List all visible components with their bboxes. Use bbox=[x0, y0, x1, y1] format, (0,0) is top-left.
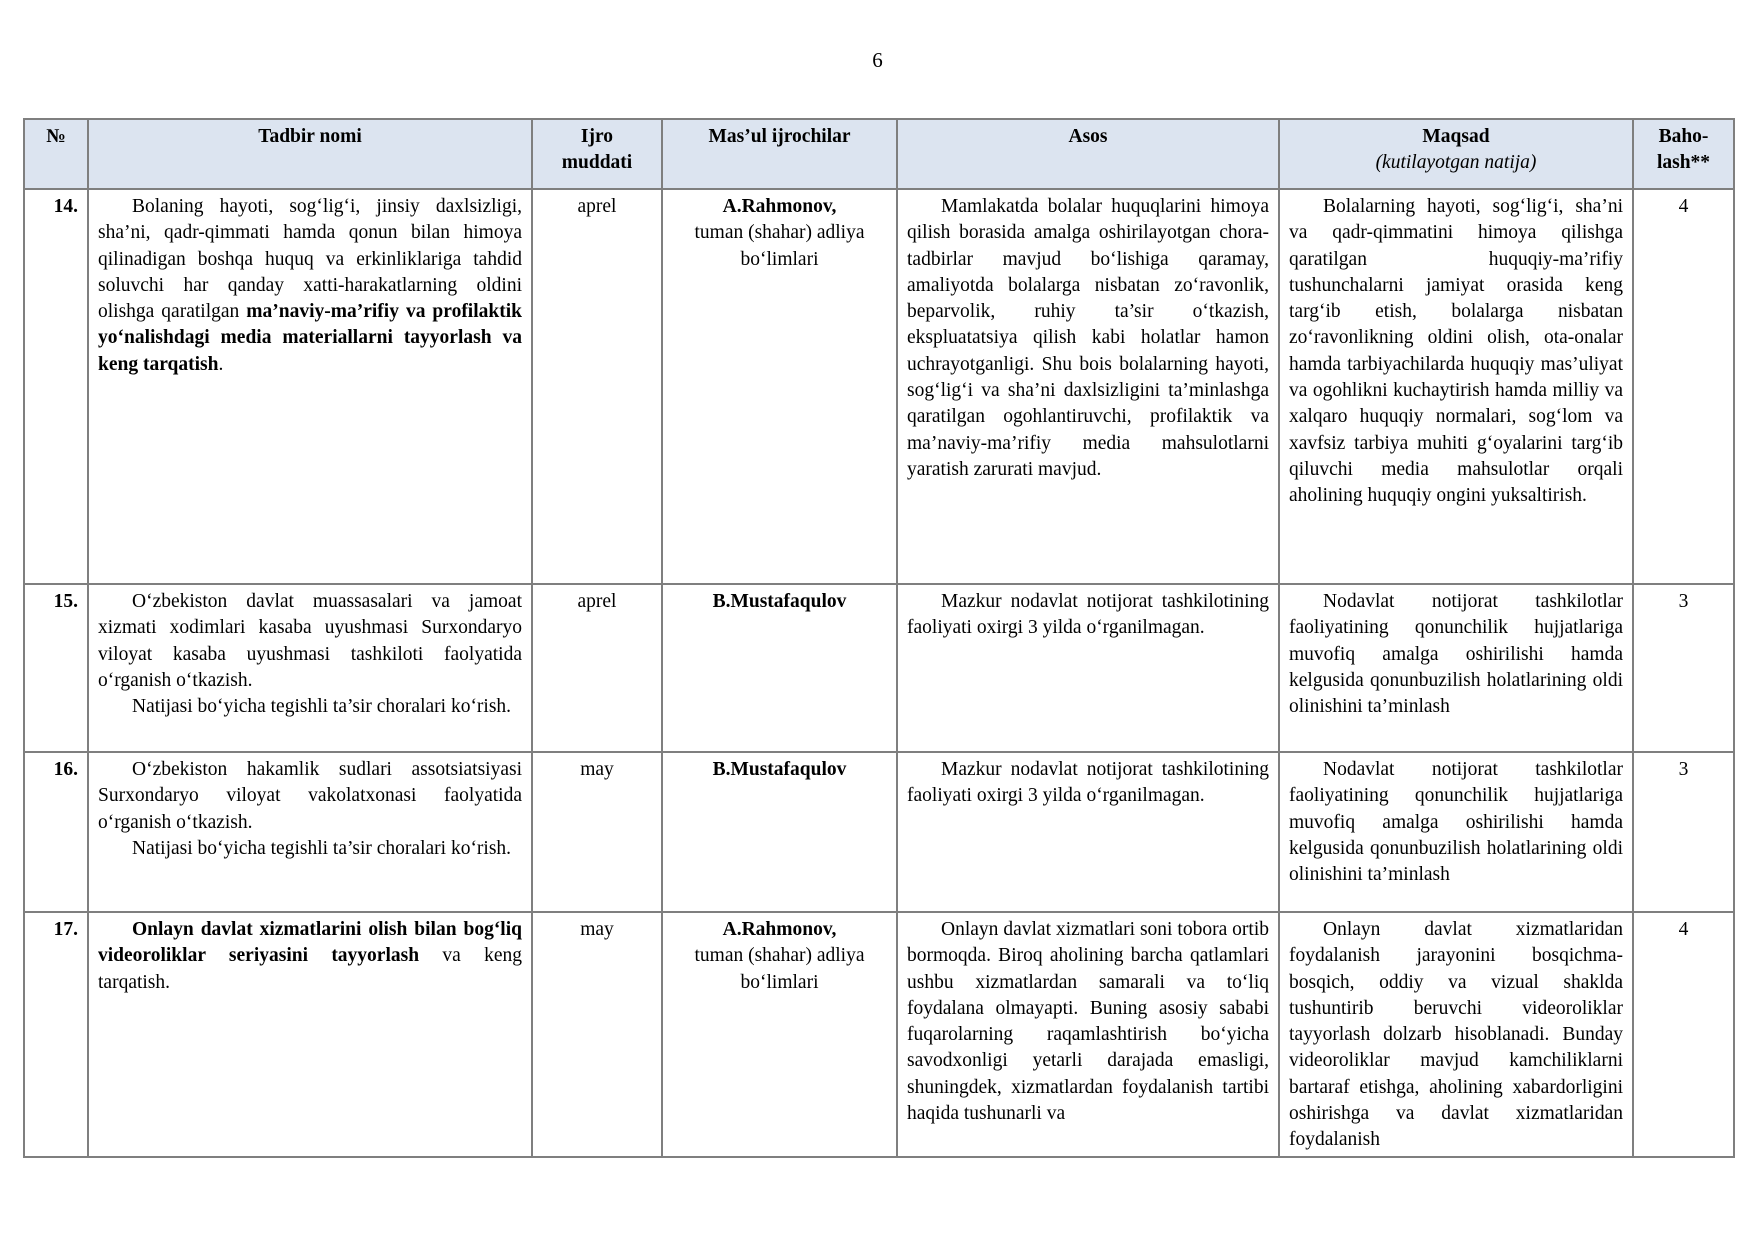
goal-cell bbox=[1279, 912, 1633, 1157]
event-name-tail: . bbox=[218, 353, 224, 375]
row-number: 14. bbox=[24, 189, 88, 584]
rating-cell: 3 bbox=[1633, 752, 1734, 912]
header-executors: Mas’ul ijrochilar bbox=[662, 119, 897, 189]
table-header-row bbox=[24, 119, 1734, 189]
deadline-cell: may bbox=[532, 752, 662, 912]
basis-cell bbox=[897, 189, 1279, 584]
goal-text: Nodavlat notijorat tashkilotlar faoliyatining qonunchilik hujjatlariga muvofiq amalga oshirilishi hamda kelgusida qonunbuzilish holatlarining oldi olinishini ta’minlash bbox=[1289, 759, 1623, 886]
event-name-cell bbox=[88, 584, 532, 752]
row-number: 16. bbox=[24, 752, 88, 912]
event-name-cell bbox=[88, 189, 532, 584]
header-number: № bbox=[24, 119, 88, 189]
executor-name: A.Rahmonov, bbox=[722, 196, 837, 217]
header-rating-line2: lash** bbox=[1656, 152, 1711, 174]
header-goal-title: Maqsad bbox=[1422, 126, 1490, 147]
executors-cell bbox=[662, 189, 897, 584]
event-name-cell bbox=[88, 912, 532, 1157]
event-name-paragraph-1: O‘zbekiston hakamlik sudlari assotsiatsiyasi Surxondaryo viloyat vakolatxonasi faolyatida o‘rganish o‘tkazish. bbox=[98, 759, 522, 833]
row-number: 15. bbox=[24, 584, 88, 752]
table-row bbox=[24, 189, 1734, 584]
table-row bbox=[24, 584, 1734, 752]
event-name-bold: ma’naviy-ma’rifiy va profilaktik yo‘nalishdagi media materiallarni tayyorlash va keng tarqatish bbox=[98, 301, 522, 375]
rating-cell: 4 bbox=[1633, 912, 1734, 1157]
event-name-paragraph-2: Natijasi bo‘yicha tegishli ta’sir choralari ko‘rish. bbox=[132, 696, 512, 718]
executor-name: B.Mustafaqulov bbox=[712, 759, 847, 780]
goal-text: Nodavlat notijorat tashkilotlar faoliyatining qonunchilik hujjatlariga muvofiq amalga oshirilishi hamda kelgusida qonunbuzilish holatlarining oldi olinishini ta’minlash bbox=[1289, 591, 1623, 718]
basis-cell bbox=[897, 912, 1279, 1157]
basis-cell bbox=[897, 752, 1279, 912]
action-plan-table bbox=[23, 118, 1735, 1158]
table-row bbox=[24, 752, 1734, 912]
basis-text: Mazkur nodavlat notijorat tashkilotining faoliyati oxirgi 3 yilda o‘rganilmagan. bbox=[907, 591, 1269, 639]
goal-text: Bolalarning hayoti, sog‘lig‘i, sha’ni va qadr-qimmatini himoya qilishga qaratilgan huquqiy-ma’rifiy tushunchalarni jamiyat orasida keng targ‘ib etish, bolalarga nisbatan zo‘ravonlikning oldini olish, ota-onalar hamda tarbiyachilarda huquqiy mas’uliyat va ogohlikni kuchaytirish hamda milliy va xalqaro huquqiy normalari, sog‘lom va xavfsiz tarbiya muhiti g‘oyalarini targ‘ib qiluvchi media mahsulotlar orqali aholining huquqiy ongini yuksaltirish. bbox=[1289, 196, 1623, 507]
event-name-cell bbox=[88, 752, 532, 912]
basis-text: Onlayn davlat xizmatlari soni tobora ortib bormoqda. Biroq aholining barcha qatlamlari ushbu xizmatlardan samarali va to‘liq foydalana olmayapti. Buning asosiy sababi fuqarolarning raqamlashtirish bo‘yicha savodxonligi yetarli darajada emasligi, shuningdek, xizmatlardan foydalanish tartibi haqida tushunarli va bbox=[907, 919, 1269, 1125]
goal-cell bbox=[1279, 752, 1633, 912]
event-name-paragraph-2: Natijasi bo‘yicha tegishli ta’sir choralari ko‘rish. bbox=[132, 837, 512, 859]
executor-unit: tuman (shahar) adliya bo‘limlari bbox=[694, 945, 865, 993]
header-goal bbox=[1279, 119, 1633, 189]
row-number: 17. bbox=[24, 912, 88, 1157]
header-basis: Asos bbox=[897, 119, 1279, 189]
deadline-cell: aprel bbox=[532, 189, 662, 584]
executor-name: B.Mustafaqulov bbox=[712, 591, 847, 612]
executor-unit: tuman (shahar) adliya bo‘limlari bbox=[694, 222, 865, 270]
executors-cell bbox=[662, 912, 897, 1157]
event-name-paragraph-1: O‘zbekiston davlat muassasalari va jamoat xizmati xodimlari kasaba uyushmasi Surxondaryo viloyat kasaba uyushmasi tashkiloti faolyatida o‘rganish o‘tkazish. bbox=[98, 591, 522, 691]
executor-name: A.Rahmonov, bbox=[722, 919, 837, 940]
goal-cell bbox=[1279, 189, 1633, 584]
basis-cell bbox=[897, 584, 1279, 752]
event-name-plain: Bolaning hayoti, sog‘lig‘i, jinsiy daxlsizligi, sha’ni, qadr-qimmati hamda qonun bilan himoya qilinadigan boshqa huquq va erkinliklariga tahdid soluvchi har qanday xatti-harakatlarning oldini olishga qaratilgan bbox=[98, 196, 522, 323]
basis-text: Mamlakatda bolalar huquqlarini himoya qilish borasida amalga oshirilayotgan chora-tadbirlar mavjud bo‘lishiga qaramay, amaliyotda bolalarga nisbatan zo‘ravonlik, beparvolik, ruhiy ta’sir o‘tkazish, ekspluatatsiya qilish kabi holatlar hamon uchrayotganligi. Shu bois bolalarning hayoti, sog‘lig‘i va sha’ni daxlsizligini ta’minlashga qaratilgan ogohlantiruvchi, profilaktik va ma’naviy-ma’rifiy media mahsulotlarni yaratish zarurati mavjud. bbox=[907, 196, 1269, 480]
executors-cell bbox=[662, 584, 897, 752]
event-name-tail: va keng tarqatish. bbox=[98, 945, 522, 993]
event-name-text bbox=[98, 194, 522, 378]
basis-text: Mazkur nodavlat notijorat tashkilotining faoliyati oxirgi 3 yilda o‘rganilmagan. bbox=[907, 759, 1269, 807]
header-deadline-line1: Ijro bbox=[580, 126, 614, 147]
rating-cell: 4 bbox=[1633, 189, 1734, 584]
event-name-bold: Onlayn davlat xizmatlarini olish bilan bog‘liq videoroliklar seriyasini tayyorlash bbox=[98, 919, 522, 967]
header-deadline-line2: muddati bbox=[561, 152, 633, 174]
goal-cell bbox=[1279, 584, 1633, 752]
goal-text: Onlayn davlat xizmatlaridan foydalanish jarayonini bosqichma-bosqich, oddiy va vizual shaklda tushuntirib beruvchi videoroliklar tayyorlash dolzarb hisoblanadi. Bunday videoroliklar mavjud kamchiliklarni bartaraf etishga, aholining xabardorligini oshirishga va davlat xizmatlaridan foydalanish bbox=[1289, 919, 1623, 1151]
executors-cell bbox=[662, 752, 897, 912]
deadline-cell: may bbox=[532, 912, 662, 1157]
header-rating-line1: Baho- bbox=[1658, 126, 1709, 147]
deadline-cell: aprel bbox=[532, 584, 662, 752]
header-deadline bbox=[532, 119, 662, 189]
header-event-name: Tadbir nomi bbox=[88, 119, 532, 189]
header-rating bbox=[1633, 119, 1734, 189]
event-name-text bbox=[98, 917, 522, 996]
rating-cell: 3 bbox=[1633, 584, 1734, 752]
page-number: 6 bbox=[872, 48, 883, 72]
table-row bbox=[24, 912, 1734, 1157]
header-goal-subtitle: (kutilayotgan natija) bbox=[1375, 152, 1537, 174]
